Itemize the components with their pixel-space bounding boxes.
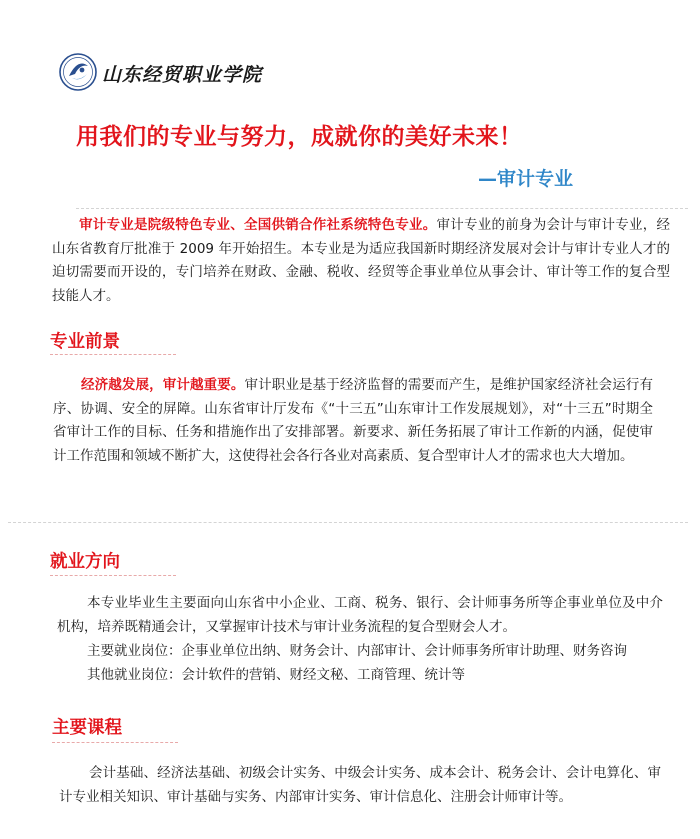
prospects-paragraph [53,374,653,468]
employment-main-posts: 主要就业岗位：企事业单位出纳、财务会计、内部审计、会计师事务所审计助理、财务咨询 [87,643,627,659]
school-emblem-icon [58,52,98,92]
employment-underline [50,575,176,576]
intro-paragraph [52,214,670,308]
employment-other-posts: 其他就业岗位：会计软件的营销、财经文秘、工商管理、统计等 [87,667,465,683]
middle-divider [8,522,688,523]
employment-heading: 就业方向 [50,552,120,572]
employment-intro: 本专业毕业生主要面向山东省中小企业、工商、税务、银行、会计师事务所等企事业单位及中介机构，培养既精通会计，又掌握审计技术与审计业务流程的复合型财会人才。 [57,595,663,635]
slogan-title: 用我们的专业与努力，成就你的美好未来！ [76,124,523,150]
courses-heading: 主要课程 [52,718,122,738]
prospects-text: 审计职业是基于经济监督的需要而产生，是维护国家经济社会运行有序、协调、安全的屏障。山东省审计厅发布《“十三五”山东审计工作发展规划》，对“十三五”时期全省审计工作的目标、任务和措施作出了安排部署。新要求、新任务拓展了审计工作新的内涵，促使审计工作范围和领域不断扩大，这使得社会各行各业对高素质、复合型审计人才的需求也大大增加。 [53,377,654,464]
prospects-heading: 专业前景 [50,332,120,352]
school-logo [58,52,278,92]
intro-text: 审计专业的前身为会计与审计专业，经山东省教育厅批准于 2009 年开始招生。本专业是为适应我国新时期经济发展对会计与审计专业人才的迫切需要而开设的，专门培养在财政、金融、税收、经贸等企事业单位从事会计、审计等工作的复合型技能人才。 [52,217,670,304]
intro-highlight: 审计专业是院级特色专业、全国供销合作社系统特色专业。 [79,217,437,233]
top-divider [76,208,688,209]
prospects-underline [50,354,176,355]
courses-underline [52,742,178,743]
major-subtitle: —审计专业 [478,168,574,190]
courses-paragraph: 会计基础、经济法基础、初级会计实务、中级会计实务、成本会计、税务会计、会计电算化、审计专业相关知识、审计基础与实务、内部审计实务、审计信息化、注册会计师审计等。 [59,765,661,805]
prospects-highlight: 经济越发展，审计越重要。 [81,377,245,393]
school-name: 山东经贸职业学院 [102,64,263,86]
